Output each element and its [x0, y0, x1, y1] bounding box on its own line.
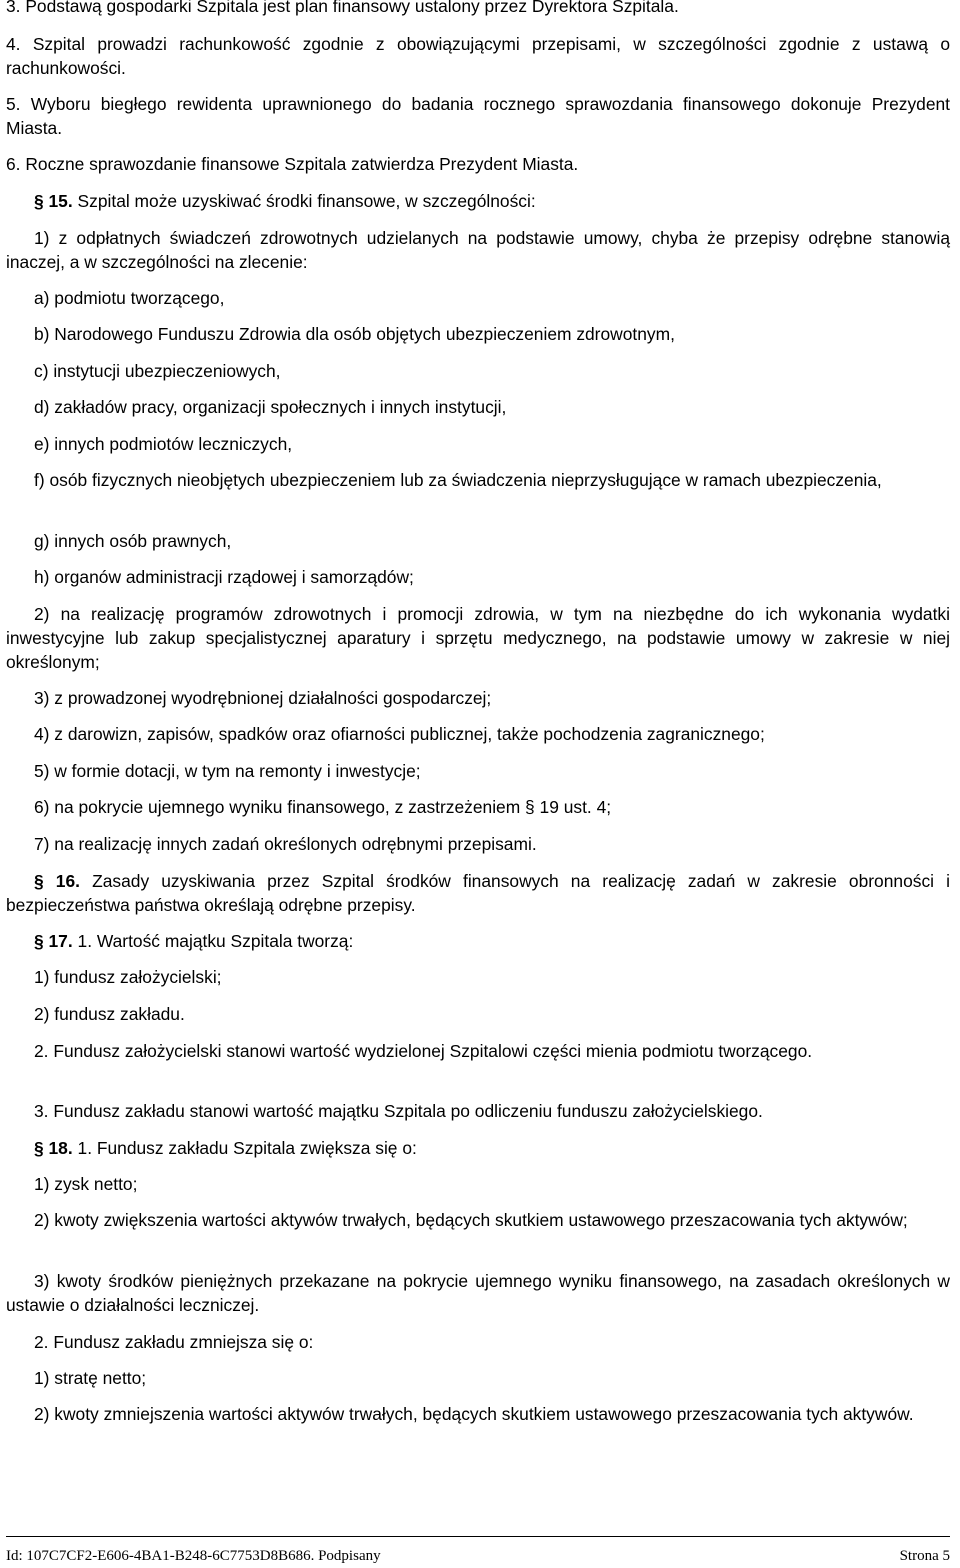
list-item: e) innych podmiotów leczniczych,	[34, 434, 293, 454]
section-15	[6, 189, 950, 213]
paragraph: 5. Wyboru biegłego rewidenta uprawnionego do badania rocznego sprawozdania finansowego dokonuje Prezydent Miasta.	[6, 94, 950, 138]
list-item: 6) na pokrycie ujemnego wyniku finansowego, z zastrzeżeniem § 19 ust. 4;	[34, 797, 612, 817]
list-item: 1) fundusz założycielski;	[34, 967, 222, 987]
list-item: c) instytucji ubezpieczeniowych,	[34, 361, 281, 381]
list-item: 7) na realizację innych zadań określonych odrębnymi przepisami.	[34, 834, 537, 854]
list-item: a) podmiotu tworzącego,	[34, 288, 225, 308]
list-item: g) innych osób prawnych,	[34, 531, 232, 551]
paragraph: 1) z odpłatnych świadczeń zdrowotnych udzielanych na podstawie umowy, chyba że przepisy odrębne stanowią inaczej, a w szczególności na zlecenie:	[6, 228, 950, 272]
list-item: 4) z darowizn, zapisów, spadków oraz ofiarności publicznej, także pochodzenia zagranicznego;	[34, 724, 765, 744]
paragraph: 6. Roczne sprawozdanie finansowe Szpitala zatwierdza Prezydent Miasta.	[6, 154, 579, 174]
list-item: 2) na realizację programów zdrowotnych i promocji zdrowia, w tym na niezbędne do ich wykonania wydatki inwestycyjne lub zakup specjalistycznej aparatury i sprzętu medycznego, na podstawie umowy w zakresie w niej określonym;	[6, 604, 950, 672]
list-item: h) organów administracji rządowej i samorządów;	[34, 567, 414, 587]
paragraph: 2. Fundusz zakładu zmniejsza się o:	[34, 1332, 314, 1352]
paragraph: 1. Fundusz zakładu Szpitala zwiększa się o:	[77, 1138, 417, 1158]
list-item: b) Narodowego Funduszu Zdrowia dla osób objętych ubezpieczeniem zdrowotnym,	[34, 324, 675, 344]
list-item: 3) z prowadzonej wyodrębnionej działalności gospodarczej;	[34, 688, 492, 708]
list-item: 1) stratę netto;	[34, 1368, 147, 1388]
section-mark: § 18.	[34, 1138, 73, 1158]
section-18	[6, 1136, 950, 1160]
paragraph: 2. Fundusz założycielski stanowi wartość wydzielonej Szpitalowi części mienia podmiotu tworzącego.	[34, 1041, 813, 1061]
section-16	[6, 869, 950, 917]
list-item: f) osób fizycznych nieobjętych ubezpieczeniem lub za świadczenia nieprzysługujące w ramach ubezpieczenia,	[34, 470, 882, 490]
page-number: Strona 5	[899, 1548, 950, 1564]
footer-divider	[6, 1536, 950, 1537]
list-item: d) zakładów pracy, organizacji społecznych i innych instytucji,	[34, 397, 507, 417]
list-item: 2) fundusz zakładu.	[34, 1004, 185, 1024]
section-mark: § 17.	[34, 931, 73, 951]
list-item: 2) kwoty zwiększenia wartości aktywów trwałych, będących skutkiem ustawowego przeszacowania tych aktywów;	[34, 1210, 908, 1230]
section-mark: § 16.	[34, 871, 80, 891]
section-mark: § 15.	[34, 191, 73, 211]
list-item: 3) kwoty środków pieniężnych przekazane na pokrycie ujemnego wyniku finansowego, na zasadach określonych w ustawie o działalności leczniczej.	[6, 1271, 950, 1315]
paragraph: 4. Szpital prowadzi rachunkowość zgodnie z obowiązującymi przepisami, w szczególności zgodnie z ustawą o rachunkowości.	[6, 34, 950, 78]
paragraph: 1. Wartość majątku Szpitala tworzą:	[77, 931, 354, 951]
list-item: 2) kwoty zmniejszenia wartości aktywów trwałych, będących skutkiem ustawowego przeszacowania tych aktywów.	[34, 1404, 914, 1424]
list-item: 1) zysk netto;	[34, 1174, 138, 1194]
section-17	[6, 929, 950, 953]
paragraph: 3. Fundusz zakładu stanowi wartość majątku Szpitala po odliczeniu funduszu założycielskiego.	[34, 1101, 763, 1121]
paragraph: Szpital może uzyskiwać środki finansowe, w szczególności:	[77, 191, 536, 211]
paragraph: Zasady uzyskiwania przez Szpital środków finansowych na realizację zadań w zakresie obronności i bezpieczeństwa państwa określają odrębne przepisy.	[6, 871, 950, 915]
paragraph: 3. Podstawą gospodarki Szpitala jest plan finansowy ustalony przez Dyrektora Szpitala.	[6, 0, 679, 16]
document-id: Id: 107C7CF2-E606-4BA1-B248-6C7753D8B686. Podpisany	[6, 1548, 381, 1564]
list-item: 5) w formie dotacji, w tym na remonty i inwestycje;	[34, 761, 421, 781]
